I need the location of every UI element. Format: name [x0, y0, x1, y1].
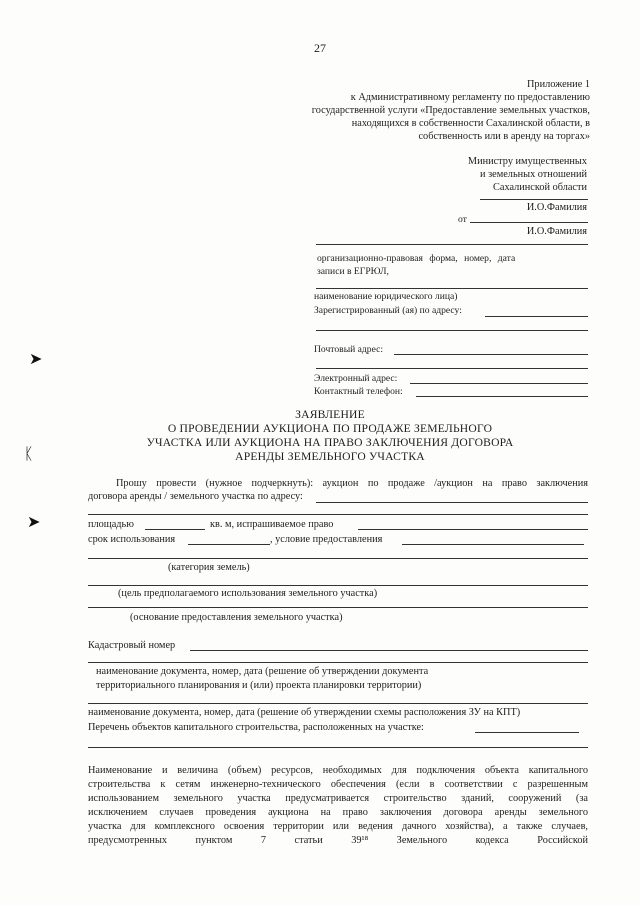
addressee-line: Министру имущественных: [467, 156, 587, 167]
term-label: срок использования: [88, 534, 176, 545]
heading-line: ЗАЯВЛЕНИЕ: [295, 408, 365, 421]
cadastral-blank: [190, 650, 588, 651]
email-blank: [410, 383, 588, 384]
condition-blank: [402, 544, 584, 545]
postal-address-label: Почтовый адрес:: [314, 344, 384, 355]
addressee-line: и земельных отношений: [480, 169, 587, 180]
area-unit-label: кв. м, испрашиваемое право: [210, 519, 334, 530]
scheme-doc-blank: [88, 703, 588, 704]
land-category-label: (категория земель): [168, 562, 250, 573]
resources-text: участка для комплексного освоения территории или ведения дачного хозяйства), а также случаев,: [88, 821, 588, 832]
resources-word: пунктом: [195, 835, 233, 846]
appendix-line: находящихся в собственности Сахалинской области, в: [351, 118, 590, 129]
applicant-blank: [316, 330, 588, 331]
request-text: договора аренды / земельного участка по адресу:: [88, 491, 303, 502]
resources-text: исключением случаев проведения аукциона на право заключения договора аренды земельного: [88, 807, 588, 818]
margin-bracket-mark: ᛕ: [24, 446, 34, 463]
purpose-blank: [88, 585, 588, 586]
from-label: от: [458, 214, 467, 225]
resources-text: использованием земельного участка предусматривается строительство зданий, сооружений (за: [88, 793, 588, 804]
appendix-line: собственность или в аренду на торгах»: [418, 131, 590, 142]
registered-address-label: Зарегистрированный (ая) по адресу:: [314, 305, 462, 316]
email-label: Электронный адрес:: [314, 373, 398, 384]
capital-objects-label: Перечень объектов капитального строительства, расположенных на участке:: [88, 722, 424, 733]
postal-address-blank: [394, 354, 588, 355]
planning-doc-label: территориального планирования и (или) проекта планировки территории): [96, 680, 422, 691]
addressee-name: И.О.Фамилия: [526, 202, 587, 213]
margin-arrow-mark: ➤: [27, 514, 41, 531]
area-label: площадью: [88, 519, 134, 530]
resources-last-line: [88, 835, 588, 847]
resources-word: 39¹⁸: [351, 835, 369, 846]
heading-line: АРЕНДЫ ЗЕМЕЛЬНОГО УЧАСТКА: [235, 450, 425, 463]
margin-arrow-mark: ➤: [29, 351, 43, 368]
appendix-line: государственной услуги «Предоставление земельных участков,: [311, 105, 590, 116]
category-blank: [88, 558, 588, 559]
addressee-line: Сахалинской области: [493, 182, 587, 193]
from-blank: [470, 222, 588, 223]
heading-line: УЧАСТКА ИЛИ АУКЦИОНА НА ПРАВО ЗАКЛЮЧЕНИЯ ДОГОВОРА: [146, 436, 514, 449]
heading-line: О ПРОВЕДЕНИИ АУКЦИОНА ПО ПРОДАЖЕ ЗЕМЕЛЬНОГО: [167, 422, 493, 435]
basis-blank: [88, 607, 588, 608]
planning-doc-label: наименование документа, номер, дата (решение об утверждении документа: [96, 666, 429, 677]
phone-label: Контактный телефон:: [314, 386, 403, 397]
basis-label: (основание предоставления земельного участка): [130, 612, 343, 623]
scheme-doc-label: наименование документа, номер, дата (решение об утверждении схемы расположения ЗУ на КПТ): [88, 707, 521, 718]
resources-text: Наименование и величина (объем) ресурсов, необходимых для подключения объекта капитального: [88, 765, 588, 776]
applicant-name: И.О.Фамилия: [526, 226, 587, 237]
address-blank: [316, 502, 588, 503]
cadastral-label: Кадастровый номер: [88, 640, 176, 651]
appendix-line: Приложение 1: [527, 79, 590, 90]
applicant-blank: [316, 368, 588, 369]
resources-word: 7: [260, 835, 267, 846]
applicant-blank: [316, 288, 588, 289]
phone-blank: [416, 396, 588, 397]
request-text: Прошу провести (нужное подчеркнуть): аукцион по продаже /аукцион на право заключения: [116, 478, 588, 489]
address-blank: [88, 514, 588, 515]
egrul-label: записи в ЕГРЮЛ,: [317, 266, 389, 277]
resources-word: кодекса: [475, 835, 509, 846]
registered-address-blank: [485, 316, 588, 317]
resources-word: Земельного: [396, 835, 448, 846]
planning-doc-blank: [88, 662, 588, 663]
capital-objects-blank: [88, 747, 588, 748]
resources-word: предусмотренных: [88, 835, 168, 846]
term-blank: [188, 544, 270, 545]
resources-text: строительства к сетям инженерно-технического обеспечения (если в соответствии с разрешенным: [88, 779, 588, 790]
legal-name-label: наименование юридического лица): [314, 291, 458, 302]
purpose-label: (цель предполагаемого использования земельного участка): [118, 588, 378, 599]
capital-objects-blank: [475, 732, 579, 733]
right-blank: [358, 529, 588, 530]
page-number: 27: [314, 41, 326, 55]
appendix-line: к Административному регламенту по предоставлению: [350, 92, 590, 103]
applicant-blank: [316, 244, 588, 245]
org-form-label: организационно-правовая форма, номер, дата: [317, 253, 516, 264]
area-blank: [145, 529, 205, 530]
resources-word: Российской: [537, 835, 588, 846]
condition-label: , условие предоставления: [270, 534, 383, 545]
addressee-blank: [480, 199, 588, 200]
resources-word: статьи: [294, 835, 323, 846]
